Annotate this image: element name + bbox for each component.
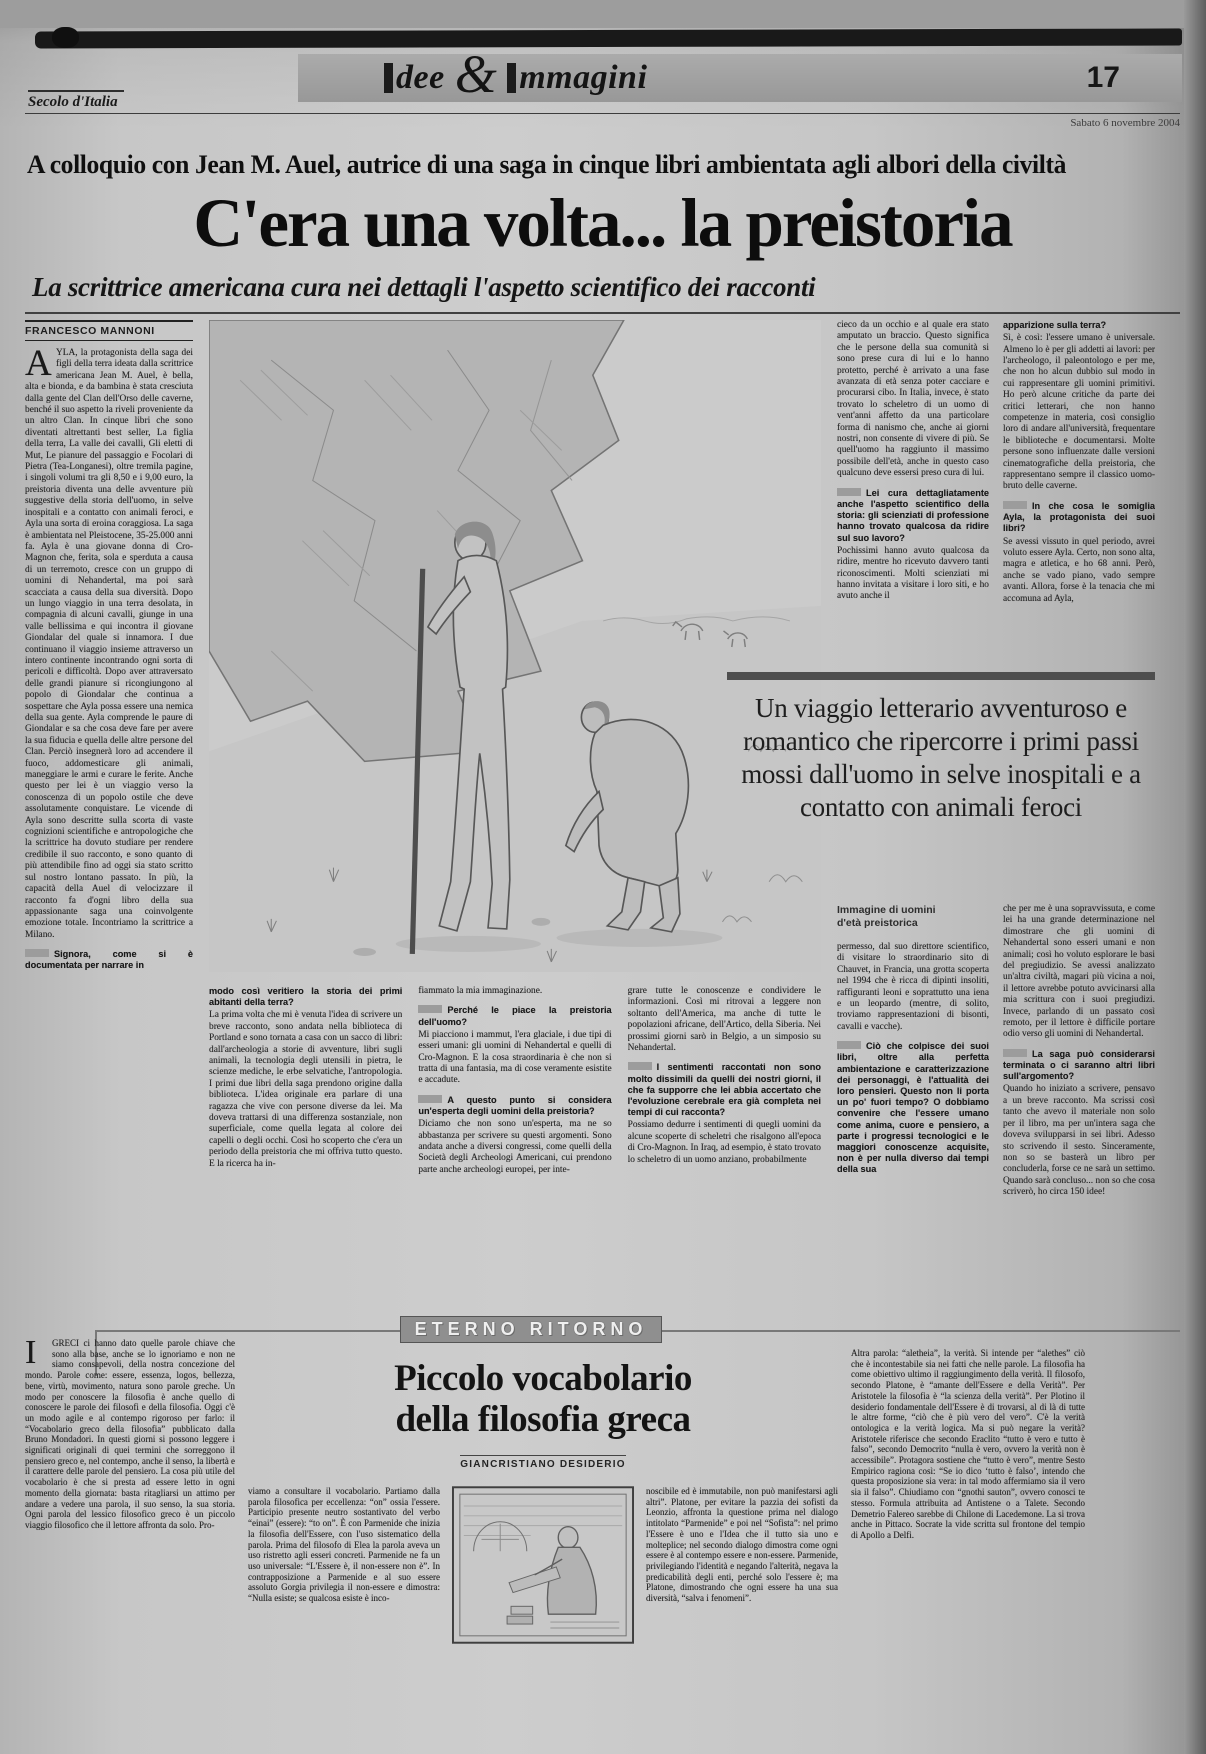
drop-cap: A: [25, 343, 52, 384]
question-marker-icon: [837, 1041, 861, 1049]
question-marker-icon: [837, 488, 861, 496]
header-rule: [25, 113, 1180, 114]
body-paragraph: La prima volta che mi è venuta l'idea di scrivere un breve racconto, sono andata nella biblioteca di Portland e sono tornata a casa con un sacco di libri: dall'archeologia a storie di avventure, libri sugli animali, la tecnologia degli utensili in pietra, le scienze mediche, le erbe selvatiche, l'antropologia. I primi due libri della saga prendono origine dalla biblioteca. L'idea originale era parlare di una ragazza che vive con persone diverse da lei. Ma doveva trattarsi di una differenza sostanziale, non superficiale, come quella legata al colore dei capelli o degli occhi. Così ho scoperto che c'era un periodo della preistoria che mi offriva tutto questo. E la ricerca ha in-: [209, 1010, 403, 1169]
scan-black-band: [35, 28, 1182, 48]
body-paragraph: AYLA, la protagonista della saga dei figli della terra ideata dalla scrittrice americana Jean M. Auel, è bella, alta e bionda, e da bambina è stata cresciuta dalla gente del Clan dell'Orso delle caverne, benché il suo aspetto la riveli proveniente da un altro Clan. In cinque libri che sono diventati altrettanti best seller, La figlia della terra, La valle dei cavalli, Gli eletti di Mut, Le pianure del passaggio e Focolari di Pietra (Tea-Longanesi), oltre tremila pagine, i singoli volumi tra gli 8,50 e i 9,00 euro, la preistoria diventa una delle avventure più suggestive della storia dell'uomo, in selve inospitali e a contatto con animali feroci, e Ayla una sorta di eroina coraggiosa. La saga è ambientata nel Pleistocene, 35-25.000 anni fa. Ayla è una giovane donna di Cro-Magnon che, ferita, sola e sperduta a causa di un terremoto, cresce con un gruppo di uomini di Nehandertal, ma poi sarà scacciata a causa della sua diversità. Dopo un lungo viaggio in una terra desolata, in compagnia di alcuni cavalli, giunge in una valle bellissima e qui incontra il giovane Giondalar del quale si innamora. I due continuano il viaggio insieme attraverso un intero continente incontrando ogni sorta di pericoli e difficoltà. Dopo aver attraversato delle grandi pianure si ricongiungono al popolo di Giondalar che continua a sospettare che Ayla possa essere una nemica della sua gente. Ayla comprende le paure di Giondalar e sa che cosa deve fare per avere la sua fiducia e quella delle altre persone del Clan. Perciò insegnerà loro ad accendere il fuoco, addomesticare gli animali, maneggiare le armi e curare le ferite. Anche questo per lei è un viaggio verso la conoscenza di un popolo ostile che deve assolutamente conquistare. Le vicende di Ayla sono descritte sulla scorta di vaste cognizioni scientifiche e antropologiche che la scrittrice ha dovuto studiare per rendere credibile il suo racconto, e sono quanto di più attendibile fino ad oggi sia stato scritto sul nostro lontano passato. In più, la capacità della Auel di velocizzare il racconto fa d'ogni libro della sua appassionante saga una coinvolgente emozione totale. Incontriamo la scrittrice a Milano.: [25, 343, 193, 940]
letter-i-slab-icon: [507, 63, 516, 93]
right-top-columns: [837, 320, 1155, 660]
section-title: [384, 44, 648, 109]
bottom-column-mid-1: [248, 1486, 440, 1754]
main-article: [25, 320, 1155, 1294]
interview-question: La saga può considerarsi terminata o ci saranno altri libri sull'argomento?: [1003, 1048, 1155, 1082]
question-marker-icon: [418, 1095, 442, 1103]
article-column-5: [837, 320, 989, 660]
prehistoric-men-illustration: [209, 320, 821, 972]
scan-ink-blob: [52, 27, 79, 48]
column-text: [25, 343, 193, 972]
body-paragraph: Altra parola: “aletheia”, la verità. Si intende per “alethes” ciò che è incontestabile sia nei fatti che nelle parole. La filosofia ha come obiettivo ultimo il raggiungimento della verità. Il filosofo, secondo Platone, è “amante dell'Essere e della Verità”. Per Aristotele la filosofia è “la scienza della verità”. Per Plotino il desiderio fondamentale dell'Essere è di trovarsi, al di là di tutte le altre forme, “ciò che è più vero del vero”. C'è la verità ontologica e la verità logica. Ma si può negare la verità? Aristotele riferisce che secondo Eraclito “tutto è vero e tutto è falso”, secondo Democrito “nulla è vero, ovvero la verità non è accessibile”. Protagora sostiene che “tutto è vero”, mentre Sesto Empirico ragiona così: “Se io dico ‘tutto è falso’, intendo che questa proposizione sia vera: in tal modo affermiamo sia il vero sia il falso”. Chiudiamo con “gnothi sauton”, ovvero conosci te stesso. Formula attribuita ad Antistene o a Talete. Secondo Demetrio Falereo sarebbe di Chilone di Lacedemone. La si trova anche in Pittaco. Socrate la vide scritta sul frontone del tempio di Apollo a Delfi.: [851, 1348, 1085, 1540]
bottom-article: [25, 1332, 1085, 1754]
article-column-8: [1003, 904, 1155, 1294]
pull-quote-rule: [727, 672, 1155, 680]
under-image-columns: [209, 986, 821, 1294]
section-title-prefix: dee: [396, 59, 445, 96]
pull-quote-box: [727, 672, 1155, 824]
bottom-column-left: [25, 1332, 235, 1754]
body-paragraph: Mi piacciono i mammut, l'era glaciale, i due tipi di esseri umani: gli uomini di Nehandertal e quelli di Cro-Magnon. E la cosa straordinaria è che non si tratta di una fantasia, ma di cose veramente esistite e accadute.: [418, 1029, 612, 1086]
bottom-column-right: [851, 1332, 1085, 1754]
article-column-4: [628, 986, 821, 1294]
question-marker-icon: [1003, 1049, 1027, 1057]
bottom-columns: [248, 1486, 838, 1754]
author-byline: FRANCESCO MANNONI: [25, 320, 193, 341]
interview-question: modo così veritiero la storia dei primi abitanti della terra?: [209, 986, 403, 1008]
column-text: [837, 942, 989, 1176]
body-paragraph: Se avessi vissuto in quel periodo, avrei voluto essere Ayla. Certo, non sono alta, magra e atletica, e ho 68 anni. Però, anche se vado piano, vado sempre avanti. Allora, forse è la tenacia che mi accomuna ad Ayla,: [1003, 536, 1155, 604]
article-column-3: [418, 986, 611, 1294]
philosopher-etching: [452, 1486, 634, 1754]
subhead-rule: [25, 312, 1180, 314]
body-paragraph: viamo a consultare il vocabolario. Partiamo dalla parola filosofica per eccellenza: “on” ossia l'essere. Participio presente neutro sostantivato del verbo “einai” (essere): “to on”. È con Parmenide che inizia la filosofia dell'Essere, con l'uso sistematico della parola. Prima del filosofo di Elea la parola aveva un uso ristretto agli esseri concreti. Parmenide ne fa un uso universale: “L'Essere è, il non-essere non è”. In contrapposizione a Parmenide e al suo essere assoluto Gorgia privilegia il non-essere e dimostra: “Nulla esiste; se qualcosa esiste è inco-: [248, 1486, 440, 1604]
question-marker-icon: [1003, 501, 1027, 509]
article-right-block: [741, 320, 1155, 1294]
interview-question: A questo punto si considera un'esperta degli uomini della preistoria?: [418, 1094, 612, 1117]
philosopher-etching-image: [452, 1486, 634, 1644]
body-paragraph: Possiamo dedurre i sentimenti di quegli uomini da alcune scoperte di scheletri che risalgono all'epoca di Cro-Magnon. In Iraq, ad esempio, è stato trovato lo scheletro di un uomo anziano, probabilmente: [627, 1120, 821, 1165]
drop-cap: I: [25, 1334, 37, 1371]
body-paragraph: Diciamo che non sono un'esperta, ma ne so abbastanza per scrivere su questi argomenti. Sono andata anche a diversi congressi, come quelli della Società degli Archeologi Americani, cui prendono parte anche archeologi europei, per inte-: [418, 1119, 612, 1175]
interview-question: Ciò che colpisce dei suoi libri, oltre alla perfetta ambientazione e caratterizzazione dei personaggi, è l'attualità dei loro pensieri. Questo non li porta un po' fuori tempo? O dobbiamo convenire che l'essere umano come anima, cuore e pensiero, a parte i progressi tecnologici e le maggiori conoscenze acquisite, non è per nulla diverso dai tempi della sua: [837, 1041, 989, 1175]
interview-question: I sentimenti raccontati non sono molto dissimili da quelli dei nostri giorni, il che fa supporre che lei abbia accertato che l'evoluzione cerebrale era già completa nei tempi di cui racconta?: [627, 1062, 821, 1118]
interview-question: In che cosa le somiglia Ayla, la protagonista dei suoi libri?: [1003, 500, 1155, 534]
article-column-7: [837, 904, 989, 1294]
section-banner: ETERNO RITORNO: [400, 1316, 662, 1343]
body-paragraph: I GRECI ci hanno dato quelle parole chiave che sono alla base, anche se lo ignoriamo e non ne siamo consapevoli, della nostra concezione del mondo. Parole come: essere, essenza, logos, bellezza, bene, virtù, movimento, natura sono parole greche. Un modo per conoscere la filosofia è anche quello di conoscere le parole dei filosofi e della filosofia. Oggi c'è un modo agile e al contempo rigoroso per farlo: il “Vocabolario greco della filosofia” pubblicato dalla Bruno Mondadori. In questi giorni si possono leggere i significati originali di quei termini che sorreggono il pensiero greco e, nel contempo, anche il senso, la libertà e il carattere delle parole del pensiero. La cosa più utile del vocabolario è che si presta ad essere letto in ogni momento della giornata: basta ritagliarsi un attimo per andare a vedere una parola, il suo senso, la sua storia. Ogni parola del lessico filosofico greco è un piccolo viaggio filosofico che il lettore affronta da solo. Pro-: [25, 1334, 235, 1530]
body-paragraph: grare tutte le conoscenze e condividere le informazioni. Così mi ritrovai a leggere non soltanto dell'America, ma anche di tutte le popolazioni africane, dell'Artico, della Siberia. Nei prossimi giorni sarò in Belgio, a un simposio su Nehandertal.: [627, 986, 821, 1054]
kicker: A colloquio con Jean M. Auel, autrice di una saga in cinque libri ambientata agli albori della civiltà: [27, 150, 1067, 179]
interview-question: Lei cura dettagliatamente anche l'aspetto scientifico della storia: gli scienziati di professione hanno trovato qualcosa da ridire sul suo lavoro?: [837, 487, 989, 543]
interview-question: apparizione sulla terra?: [1003, 320, 1107, 330]
body-paragraph: fiammato la mia immaginazione.: [418, 986, 543, 996]
article-column-6: [1003, 320, 1155, 660]
article-column-2: [209, 986, 402, 1294]
bottom-center-block: [248, 1332, 838, 1754]
bottom-article-title: [248, 1358, 838, 1440]
title-line-2: della filosofia greca: [395, 1399, 691, 1440]
photo-caption: Immagine di uomini d'età preistorica: [837, 904, 936, 929]
body-paragraph: Sì, è così: l'essere umano è universale. Almeno lo è per gli addetti ai lavori: per l'archeologo, il paleontologo e per me, che non ho alcun dubbio sul modo in cui rappresentare gli uomini primitivi. Ho però alcune critiche da parte dei critici letterari, che non hanno competenze in materia, così consiglio loro di andare all'università, frequentare le biblioteche e documentarsi. Molte persone sono influenzate dalle versioni cinematografiche della preistoria, che rappresentano sempre il classico uomo-bruto delle caverne.: [1003, 333, 1155, 492]
interview-question: Signora, come si è documentata per narrare in: [25, 949, 193, 971]
section-title-suffix: mmagini: [519, 59, 648, 96]
main-headline: C'era una volta... la preistoria: [193, 185, 1012, 261]
scan-right-edge: [1184, 0, 1206, 1754]
letter-i-slab-icon: [384, 63, 393, 93]
pull-quote: Un viaggio letterario avventuroso e romantico che ripercorre i primi passi mossi dall'uomo in selve inospitali e a contatto con animali feroci: [741, 693, 1141, 822]
bottom-byline-wrap: [248, 1454, 838, 1472]
body-paragraph: Pochissimi hanno avuto qualcosa da ridire, mentre ho ricevuto davvero tanti riconoscimenti. Molti scienziati mi hanno invitata a visitare i loro siti, e ho avuto anche il: [837, 545, 989, 602]
title-line-1: Piccolo vocabolario: [394, 1358, 692, 1399]
bottom-column-mid-2: [646, 1486, 838, 1754]
article-column-1: [25, 320, 193, 1294]
section-masthead-band: [298, 44, 1182, 104]
body-paragraph: che per me è una sopravvissuta, e come lei ha una grande determinazione nel dimostrare che gli uomini di Nehandertal sono esseri umani e non animali; così ho voluto esplorare le basi del pregiudizio. Se avessi analizzato un'altra civiltà, magari più vicina a noi, il lettore avrebbe potuto avvicinarsi alla mia scrittura con i suoi pregiudizi. Invece, parlando di un passato così remoto, per il lettore è difficile portare odio verso gli uomini di Nehandertal.: [1003, 904, 1155, 1040]
date-line: Sabato 6 novembre 2004: [1070, 117, 1180, 129]
right-bottom-columns: [837, 904, 1155, 1294]
body-paragraph: cieco da un occhio e al quale era stato amputato un braccio. Questo significa che le persone della sua comunità si sono prese cura di lui e lo hanno protetto, perché è arrivato a una fase avanzata di età senza poter cacciare e procurarsi cibo. In Italia, invece, è stato trovato lo scheletro di un uomo di vent'anni affetto da una particolare forma di nanismo che, anche ai giorni nostri, non consente di vivere di più. Se quell'uomo ha raggiunto il massimo possibile dell'età, anche in questo caso qualcuno deve essersi preso cura di lui.: [837, 320, 989, 479]
newspaper-name: Secolo d'Italia: [28, 90, 124, 114]
question-marker-icon: [418, 1005, 442, 1013]
prehistoric-men-sketch: [209, 320, 821, 972]
question-marker-icon: [628, 1062, 652, 1070]
subhead: La scrittrice americana cura nei dettagli l'aspetto scientifico dei racconti: [32, 272, 816, 302]
body-paragraph: Quando ho iniziato a scrivere, pensavo a un breve racconto. Ma scrissi così tanto che avevo il materiale non solo per il libro, ma per un'intera saga che doveva svilupparsi in sei libri. Adesso sto scrivendo il sesto. Sinceramente, non so se basterà un libro per concluderla, forse ce ne sarà un settimo. Quando sarà concluso... non so che cosa scriverò, ho circa 150 idee!: [1003, 1084, 1155, 1198]
ampersand-glyph: &: [454, 44, 498, 104]
body-paragraph: noscibile ed è immutabile, non può manifestarsi agli altri”. Platone, per evitare la pazzia dei sofisti da Leonzio, affronta la questione prima nel dialogo intitolato “Parmenide” e poi nel “Sofista”: nel primo l'Essere è uno e l'Idea che il tutto sia uno e molteplice; nel secondo dialogo dimostra come ogni essere è al contempo essere e non-essere. Parmenide, privilegiando l'identità e negando l'alterità, negava la predicabilità degli enti, perché solo l'essere è; ma Platone, dimostrando che ogni essere ha una sua diversità, “salva i fenomeni”.: [646, 1486, 838, 1604]
question-marker-icon: [25, 949, 49, 957]
interview-question: Perché le piace la preistoria dell'uomo?: [418, 1005, 612, 1027]
body-paragraph: permesso, dal suo direttore scientifico, di visitare lo straordinario sito di Chauvet, in Francia, una grotta scoperta nel 1994 che è ricca di dipinti insoliti, raffiguranti leoni e soprattutto una iena e un leopardo (mentre, di solito, troviamo rappresentazioni di bisonti, cavalli e vacche).: [837, 942, 989, 1032]
scan-top-edge: [0, 0, 1206, 28]
page-number: 17: [1086, 61, 1120, 94]
bottom-author-byline: GIANCRISTIANO DESIDERIO: [460, 1455, 625, 1470]
